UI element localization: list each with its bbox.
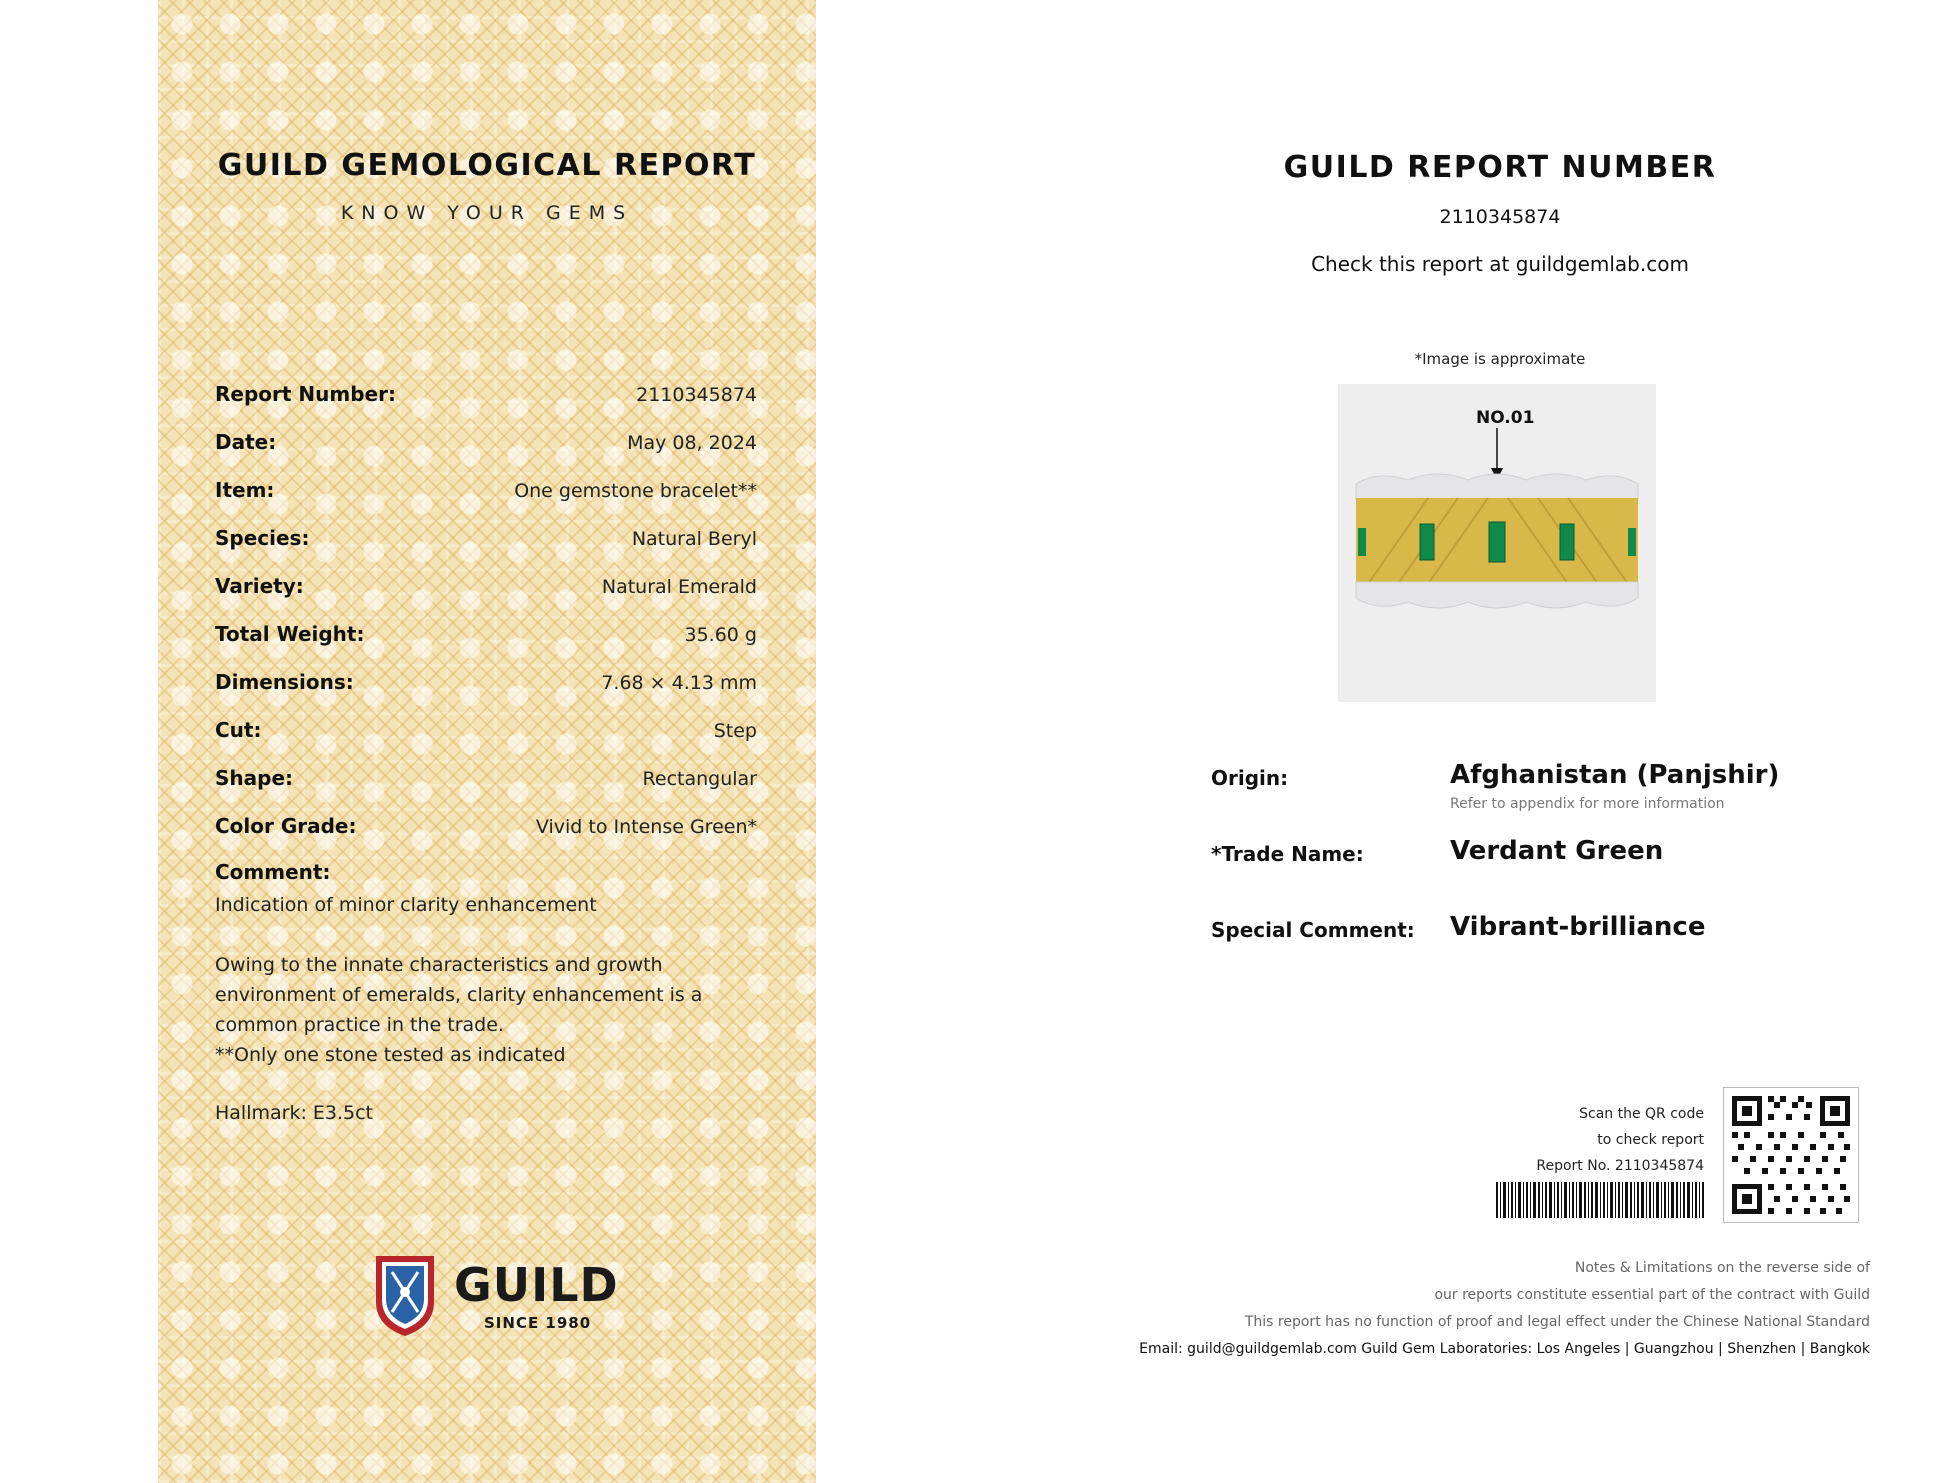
field-value: 35.60 g	[684, 624, 757, 646]
field-label: Total Weight:	[215, 622, 365, 646]
guild-shield-icon	[370, 1250, 440, 1340]
qr-code-icon[interactable]	[1723, 1087, 1859, 1223]
field-dimensions	[215, 670, 757, 700]
field-color-grade	[215, 814, 757, 844]
stone-label: NO.01	[1476, 408, 1535, 428]
notes-line: This report has no function of proof and legal effect under the Chinese National Standard	[1244, 1314, 1870, 1330]
check-report-link[interactable]: Check this report at guildgemlab.com	[1311, 252, 1689, 276]
comment-line: Owing to the innate characteristics and growth	[215, 954, 663, 976]
qr-instruction: Scan the QR code	[1579, 1106, 1704, 1122]
special-comment-label: Special Comment:	[1211, 918, 1415, 942]
logo-wordmark: GUILD	[454, 1258, 619, 1312]
qr-report-number: Report No. 2110345874	[1536, 1158, 1704, 1174]
bracelet-photo	[1338, 384, 1656, 702]
field-value: One gemstone bracelet**	[514, 480, 757, 502]
field-species	[215, 526, 757, 556]
report-title: GUILD GEMOLOGICAL REPORT	[217, 148, 757, 183]
barcode-icon	[1496, 1182, 1704, 1218]
report-left-panel	[158, 0, 816, 1483]
comment-text: Indication of minor clarity enhancement	[215, 894, 597, 916]
special-comment-value: Vibrant-brilliance	[1450, 912, 1706, 942]
comment-line: **Only one stone tested as indicated	[215, 1044, 566, 1066]
field-variety	[215, 574, 757, 604]
field-value: May 08, 2024	[627, 432, 757, 454]
notes-line: Notes & Limitations on the reverse side of	[1574, 1260, 1870, 1276]
comment-label: Comment:	[215, 860, 331, 884]
trade-name-label: *Trade Name:	[1211, 842, 1364, 866]
comment-line: common practice in the trade.	[215, 1014, 504, 1036]
field-label: Cut:	[215, 718, 262, 742]
qr-instruction: to check report	[1597, 1132, 1704, 1148]
field-label: Dimensions:	[215, 670, 354, 694]
field-total-weight	[215, 622, 757, 652]
field-label: Date:	[215, 430, 277, 454]
report-subtitle: KNOW YOUR GEMS	[340, 202, 634, 224]
arrow-down-icon	[1491, 428, 1503, 480]
guild-logo	[370, 1250, 630, 1340]
logo-since: SINCE 1980	[484, 1314, 592, 1332]
field-value: Natural Beryl	[631, 528, 757, 550]
hallmark-text: Hallmark: E3.5ct	[215, 1102, 374, 1124]
comment-paragraph	[215, 950, 735, 1070]
contact-line[interactable]: Email: guild@guildgemlab.com Guild Gem Laboratories: Los Angeles | Guangzhou | Shenzhen | Bangkok	[1139, 1341, 1870, 1357]
field-value: Rectangular	[642, 768, 757, 790]
comment-line: environment of emeralds, clarity enhancement is a	[215, 984, 703, 1006]
field-label: Item:	[215, 478, 275, 502]
notes-line: our reports constitute essential part of the contract with Guild	[1434, 1287, 1870, 1303]
field-cut	[215, 718, 757, 748]
image-note: *Image is approximate	[1414, 350, 1586, 368]
field-shape	[215, 766, 757, 796]
field-label: Report Number:	[215, 382, 396, 406]
field-value: Step	[713, 720, 757, 742]
field-label: Shape:	[215, 766, 294, 790]
field-date	[215, 430, 757, 460]
report-number: 2110345874	[1439, 206, 1561, 228]
field-label: Variety:	[215, 574, 304, 598]
field-value: 2110345874	[636, 384, 757, 406]
field-value: Natural Emerald	[601, 576, 757, 598]
field-value: 7.68 × 4.13 mm	[601, 672, 757, 694]
trade-name-value: Verdant Green	[1450, 836, 1664, 866]
bracelet-illustration	[1338, 384, 1656, 702]
report-number-title: GUILD REPORT NUMBER	[1283, 150, 1717, 185]
field-item	[215, 478, 757, 508]
field-label: Color Grade:	[215, 814, 357, 838]
origin-value: Afghanistan (Panjshir)	[1450, 760, 1780, 790]
origin-note: Refer to appendix for more information	[1450, 796, 1725, 812]
field-label: Species:	[215, 526, 310, 550]
field-value: Vivid to Intense Green*	[535, 816, 757, 838]
origin-label: Origin:	[1211, 766, 1289, 790]
field-report-number	[215, 382, 757, 412]
